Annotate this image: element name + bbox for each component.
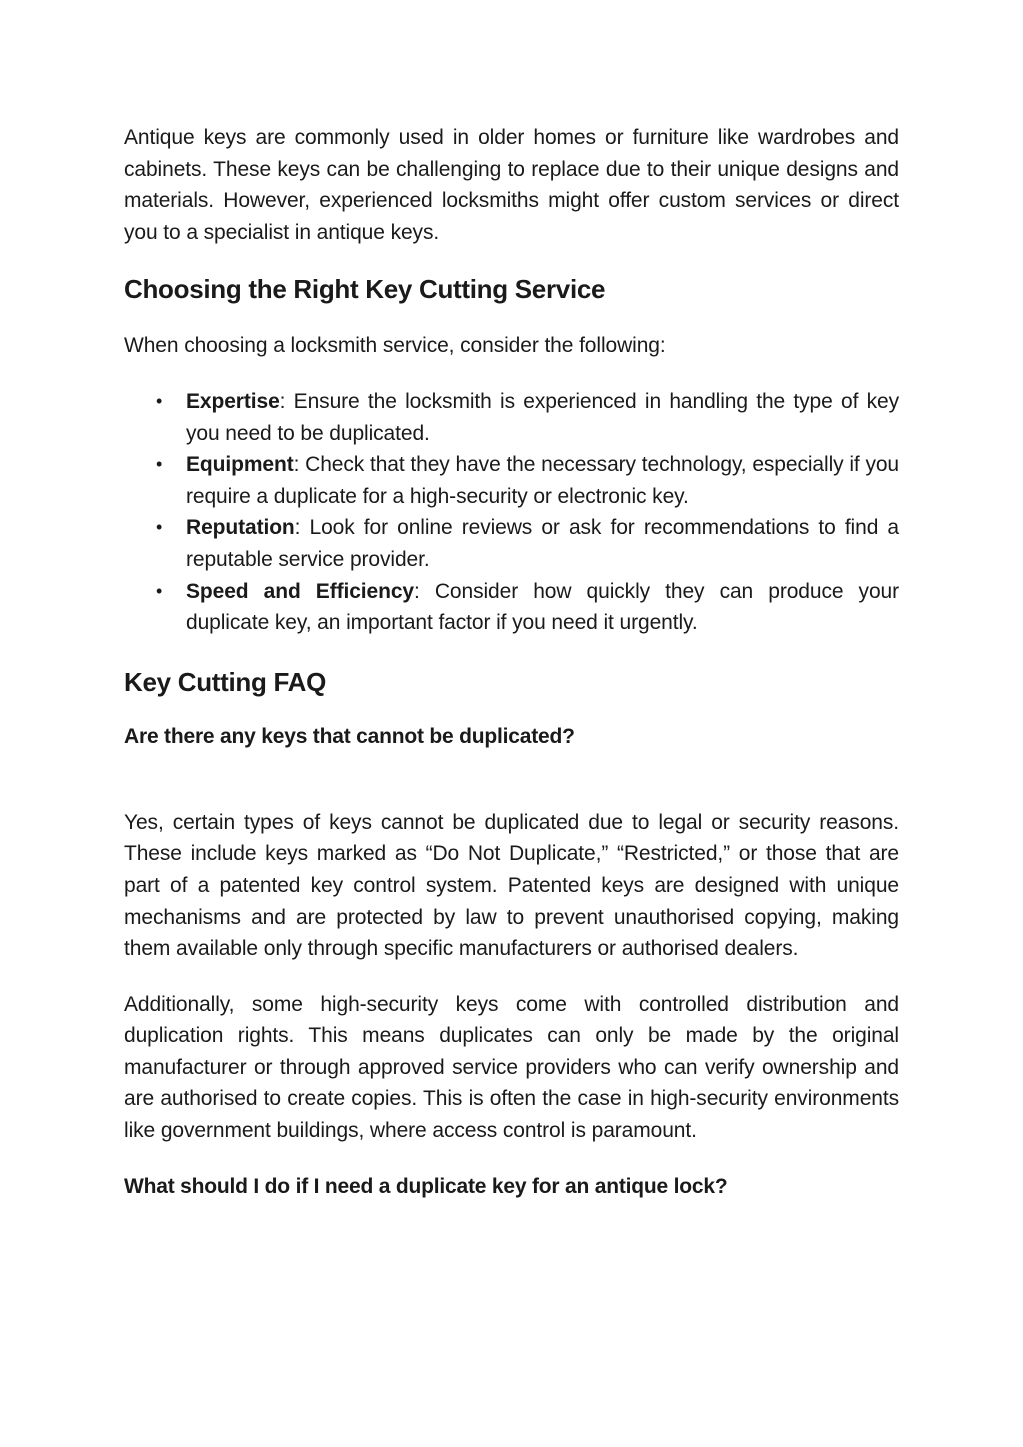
faq-heading: Key Cutting FAQ [124,666,327,697]
intro-paragraph: Antique keys are commonly used in older homes or furniture like wardrobes and cabinets. These keys can be challenging to replace due to their unique designs and materials. However, experienced locksmiths might offer custom services or direct you to a specialist in antique keys. [124,126,899,244]
faq-answer-1-para-1: Yes, certain types of keys cannot be duplicated due to legal or security reasons. These include keys marked as “Do Not Duplicate,” “Restricted,” or those that are part of a patented key control system. Patented keys are designed with unique mechanisms and are protected by law to prevent unauthorised copying, making them available only through specific manufacturers or authorised dealers. [124,810,899,961]
list-item-speed [124,576,899,639]
list-item-reputation [124,512,899,575]
desc-equipment: : Check that they have the necessary technology, especially if you require a duplicate for a high-security or electronic key. [186,453,899,508]
term-speed: Speed and Efficiency [186,579,414,603]
desc-expertise: : Ensure the locksmith is experienced in handling the type of key you need to be duplicated. [186,389,899,445]
bullet-icon: • [156,454,163,475]
desc-speed: : Consider how quickly they can produce your duplicate key, an important factor if you need it urgently. [186,579,899,635]
bullet-icon: • [156,580,163,601]
term-equipment: Equipment [186,453,294,477]
list-item-expertise [124,386,899,449]
faq-question-2: What should I do if I need a duplicate key for an antique lock? [124,1174,728,1198]
faq-answer-1-para-2: Additionally, some high-security keys come with controlled distribution and duplication rights. This means duplicates can only be made by the original manufacturer or through approved service providers who can verify ownership and are authorised to create copies. This is often the case in high-security environments like government buildings, where access control is paramount. [124,992,899,1143]
bullet-icon: • [156,517,163,538]
document-page [124,122,899,1202]
term-expertise: Expertise [186,389,280,413]
choosing-service-heading: Choosing the Right Key Cutting Service [124,274,606,305]
faq-question-1: Are there any keys that cannot be duplicated? [124,724,575,748]
bullet-icon: • [156,390,163,411]
choosing-lead-text: When choosing a locksmith service, consider the following: [124,334,666,358]
term-reputation: Reputation [186,516,295,540]
list-item-equipment [124,449,899,512]
desc-reputation: : Look for online reviews or ask for recommendations to find a reputable service provider. [186,516,899,571]
criteria-list [124,386,899,639]
